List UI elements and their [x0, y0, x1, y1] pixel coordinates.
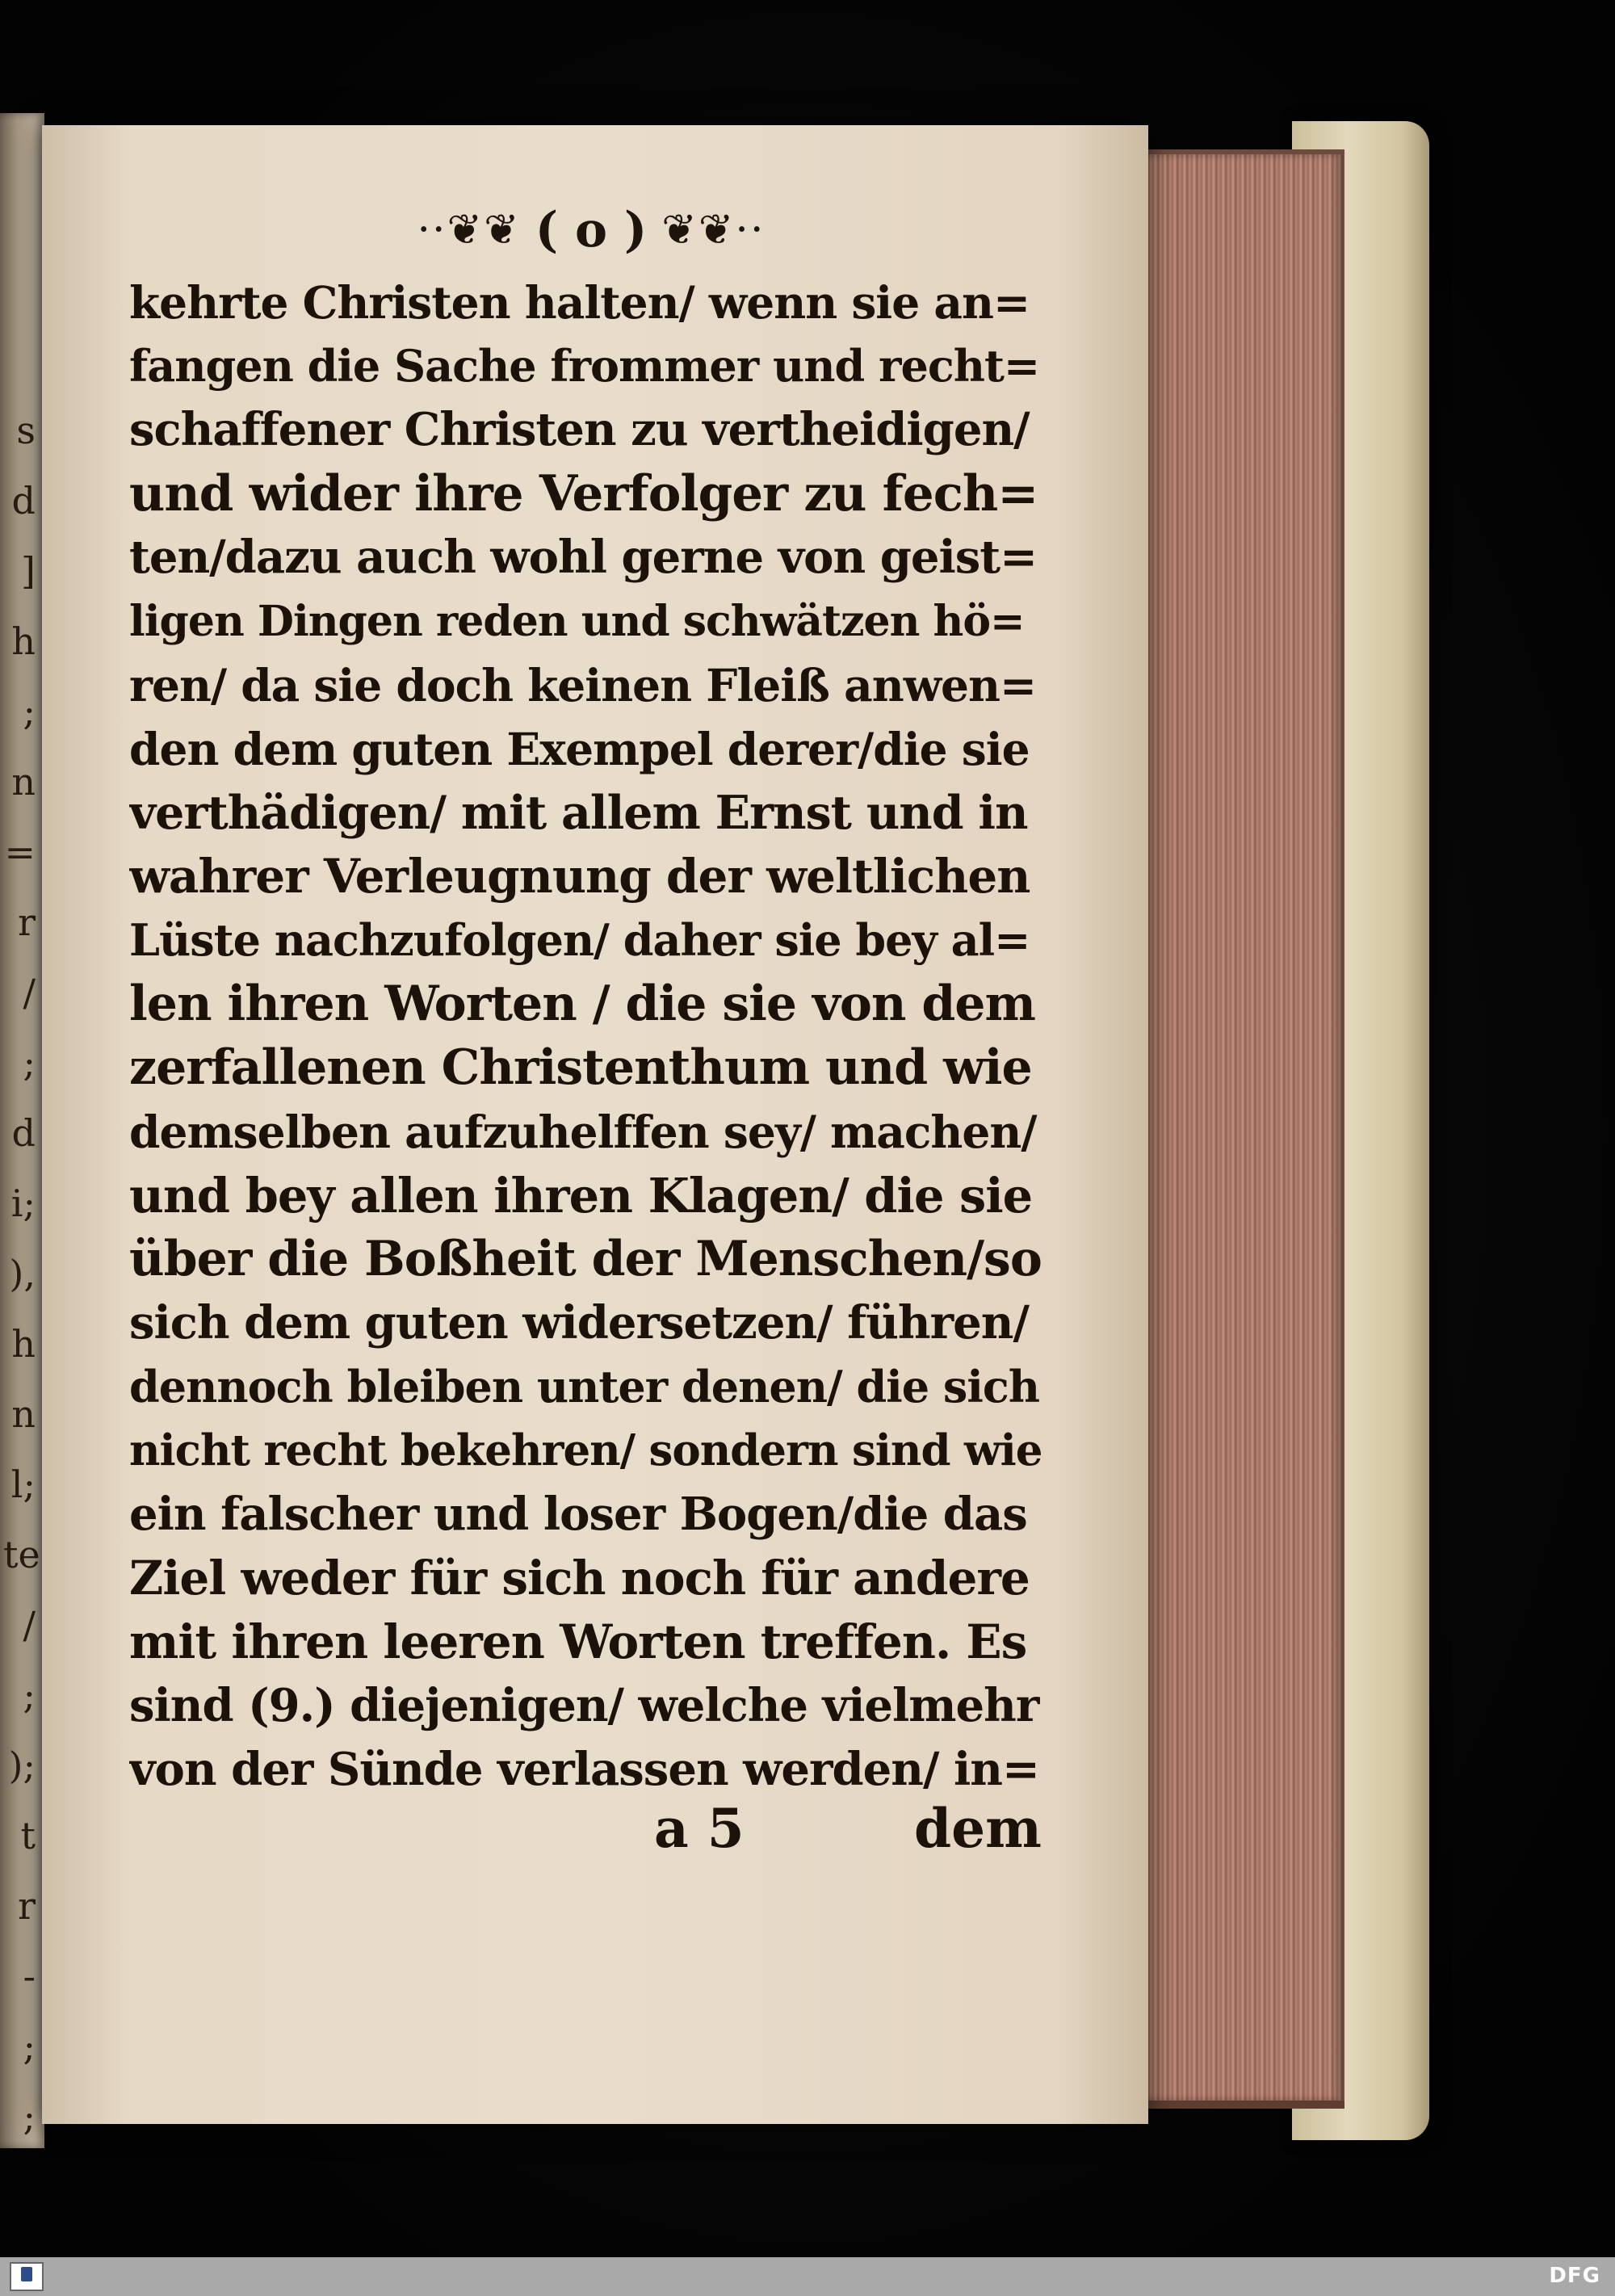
- text-line: len ihren Worten / die sie von dem: [129, 976, 1035, 1032]
- header-ornament-right: ❦❦··: [661, 206, 766, 254]
- text-line: demselben aufzuhelffen sey/ machen/: [129, 1106, 1037, 1158]
- text-line: über die Boßheit der Menschen/so: [129, 1231, 1042, 1287]
- text-line: fangen die Sache frommer und recht=: [129, 340, 1040, 392]
- text-line: ligen Dingen reden und schwätzen hö=: [129, 597, 1025, 646]
- text-line: kehrte Christen halten/ wenn sie an=: [129, 276, 1030, 329]
- text-line: mit ihren leeren Worten treffen. Es: [129, 1614, 1027, 1669]
- signature-mark: a 5: [654, 1797, 745, 1860]
- verso-page-fragment: [0, 113, 44, 2148]
- text-line: ten/dazu auch wohl gerne von geist=: [129, 531, 1038, 584]
- text-line: nicht recht bekehren/ sondern sind wie: [129, 1425, 1042, 1475]
- page-number: ( o ): [535, 202, 648, 258]
- body-text: [129, 271, 1042, 1802]
- text-line: verthädigen/ mit allem Ernst und in: [129, 786, 1028, 840]
- page-block-edges: [1139, 149, 1344, 2109]
- recto-page: [42, 125, 1148, 2124]
- text-line: von der Sünde verlassen werden/ in=: [129, 1743, 1039, 1796]
- text-line: sich dem guten widersetzen/ führen/: [129, 1296, 1029, 1349]
- text-line: ren/ da sie doch keinen Fleiß anwen=: [129, 659, 1037, 711]
- library-logo-icon: [10, 2262, 44, 2291]
- text-line: Lüste nachzufolgen/ daher sie bey al=: [129, 914, 1030, 966]
- text-line: sind (9.) diejenigen/ welche vielmehr: [129, 1679, 1039, 1732]
- text-line: zerfallenen Christenthum und wie: [129, 1039, 1032, 1096]
- catchword: dem: [914, 1797, 1042, 1860]
- page-footer-line: [129, 1797, 1042, 1878]
- page-header: [381, 198, 801, 262]
- text-line: und wider ihre Verfolger zu fech=: [129, 465, 1038, 523]
- text-line: den dem guten Exempel derer/die sie: [129, 723, 1030, 775]
- verso-text-fragments: s d ] h ; n = r / ; d i; ), h n l; te / ; ); t r - ; ;: [3, 409, 40, 2139]
- text-line: schaffener Christen zu vertheidigen/: [129, 403, 1030, 456]
- viewer-footer-bar: [0, 2257, 1615, 2296]
- dfg-logo: DFG: [1549, 2264, 1600, 2288]
- text-line: und bey allen ihren Klagen/ die sie: [129, 1168, 1033, 1224]
- header-ornament-left: ··❦❦: [417, 206, 521, 254]
- text-line: ein falscher und loser Bogen/die das: [129, 1488, 1027, 1541]
- text-line: dennoch bleiben unter denen/ die sich: [129, 1361, 1039, 1412]
- text-line: wahrer Verleugnung der weltlichen: [129, 849, 1030, 904]
- text-line: Ziel weder für sich noch für andere: [129, 1551, 1030, 1606]
